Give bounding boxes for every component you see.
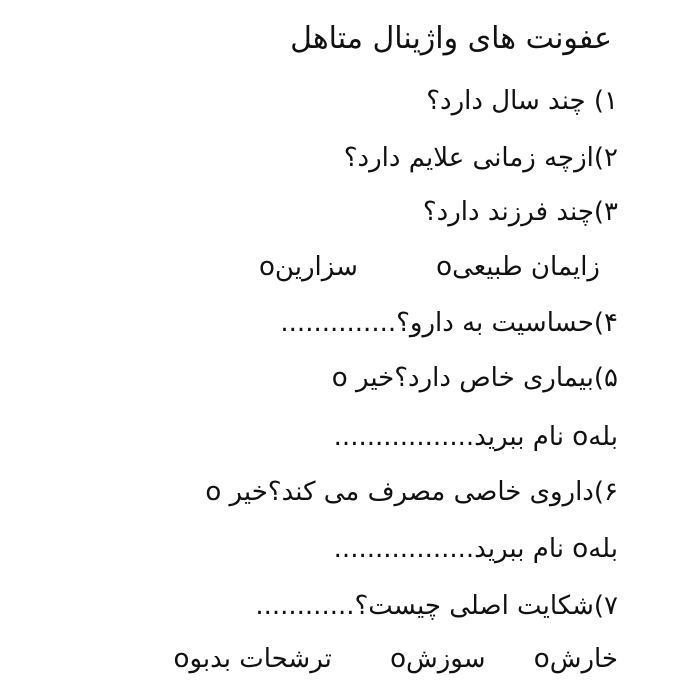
option-itching[interactable]: خارشo	[533, 644, 618, 674]
question-6-yes-line: بلهo نام ببرید.................	[333, 534, 618, 564]
question-1: ۱) چند سال دارد؟	[426, 86, 618, 116]
question-2: ۲)ازچه زمانی علایم دارد؟	[343, 143, 618, 173]
question-3: ۳)چند فرزند دارد؟	[422, 197, 618, 227]
question-5-yes-line: بلهo نام ببرید.................	[333, 422, 618, 452]
delivery-type-options	[259, 250, 600, 284]
question-6: ۶)داروی خاصی مصرف می کند؟خیر o	[205, 477, 618, 507]
option-cesarean[interactable]: سزارینo	[259, 252, 358, 282]
complaint-options	[174, 642, 618, 676]
question-7: ۷)شکایت اصلی چیست؟............	[255, 591, 618, 621]
option-natural-delivery[interactable]: زایمان طبیعیo	[436, 252, 600, 282]
question-4: ۴)حساسیت به دارو؟..............	[280, 308, 618, 338]
option-foul-discharge[interactable]: ترشحات بدبوo	[173, 644, 332, 674]
worksheet-title: عفونت های واژینال متاهل	[290, 21, 612, 56]
question-5: ۵)بیماری خاص دارد؟خیر o	[331, 363, 618, 393]
option-burning[interactable]: سوزشo	[390, 644, 486, 674]
